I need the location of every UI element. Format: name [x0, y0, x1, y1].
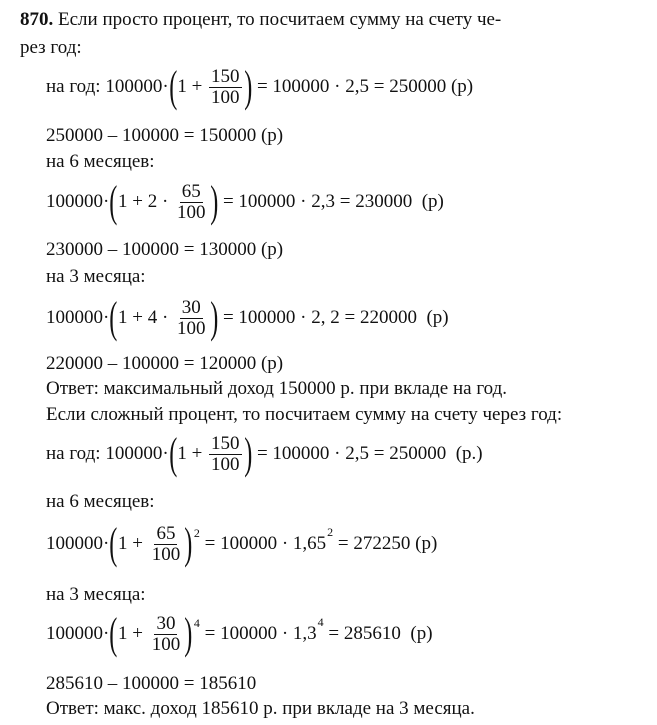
compound-m6-lhs: 100000· — [46, 533, 110, 554]
simple-year-fraction: $\frac{150}{100}$ — [211, 65, 240, 108]
compound-answer: Ответ: макс. доход 185610 р. при вкладе на 3 месяца. — [46, 698, 475, 719]
simple-m3-diff: 220000 – 100000 = 120000 (р) — [46, 353, 284, 374]
simple-year-formula — [46, 62, 474, 111]
compound-year-fraction: $\frac{150}{100}$ — [211, 432, 240, 475]
simple-m6-lhs: 100000· — [46, 191, 110, 212]
intro-text-1: Если просто процент, то посчитаем сумму на счету че- — [58, 9, 502, 30]
intro-text-2: рез год: — [20, 37, 82, 58]
compound-year-lhs: 100000· — [105, 443, 169, 464]
simple-year-diff: 250000 – 100000 = 150000 (р) — [46, 125, 284, 146]
compound-m3-rhs: = 285610 (р) — [323, 623, 433, 644]
compound-year-label: на год: — [46, 443, 101, 464]
simple-m3-lhs: 100000· — [46, 307, 110, 328]
simple-answer: Ответ: максимальный доход 150000 р. при вкладе на год. — [46, 378, 508, 399]
simple-year-rhs: = 100000 · 2,5 = 250000 (р) — [252, 76, 474, 97]
compound-m3-diff: 285610 – 100000 = 185610 — [46, 673, 257, 694]
simple-year-lhs: 100000· — [105, 76, 169, 97]
simple-m3-formula: 100000· ( 1 + 4 · $\frac{30}{100}$ ) = 100000 · 2, 2 = 220000 (р) — [46, 293, 449, 342]
simple-year-paren: ( 1 + $\frac{150}{100}$ ) — [168, 62, 252, 111]
compound-year-formula: на год: 100000· ( 1 + $\frac{150}{100}$ ) = 100000 · 2,5 = 250000 (р.) — [46, 429, 483, 478]
problem-number: 870. — [20, 9, 54, 30]
simple-year-label: на год: — [46, 76, 101, 97]
compound-m6-rhs: = 272250 (р) — [333, 533, 438, 554]
compound-year-rhs: = 100000 · 2,5 = 250000 (р.) — [252, 443, 483, 464]
compound-m6-exponent: 2 — [193, 526, 200, 540]
simple-m6-fraction: $\frac{65}{100}$ — [177, 180, 206, 223]
problem-heading — [20, 8, 501, 32]
simple-m3-label: на 3 месяца: — [46, 266, 146, 287]
simple-m6-diff: 230000 – 100000 = 130000 (р) — [46, 239, 284, 260]
compound-m3-fraction: $\frac{30}{100}$ — [151, 612, 181, 655]
compound-m6-label: на 6 месяцев: — [46, 491, 155, 512]
simple-m6-formula: 100000· ( 1 + 2 · $\frac{65}{100}$ ) = 100000 · 2,3 = 230000 (р) — [46, 177, 444, 226]
compound-m3-lhs: 100000· — [46, 623, 110, 644]
compound-m3-exponent: 4 — [193, 616, 200, 630]
simple-m3-rhs: = 100000 · 2, 2 = 220000 (р) — [218, 307, 449, 328]
simple-m6-rhs: = 100000 · 2,3 = 230000 (р) — [218, 191, 444, 212]
compound-m3-label: на 3 месяца: — [46, 584, 146, 605]
compound-m6-formula: 100000· ( 1 + $\frac{65}{100}$ ) 2 = 100000 · 1,65 2 = 272250 (р) — [46, 519, 438, 568]
simple-m6-label: на 6 месяцев: — [46, 151, 155, 172]
compound-m3-formula: 100000· ( 1 + $\frac{30}{100}$ ) 4 = 100000 · 1,3 4 = 285610 (р) — [46, 609, 433, 658]
compound-m6-fraction: $\frac{65}{100}$ — [151, 522, 181, 565]
simple-m3-fraction: $\frac{30}{100}$ — [177, 296, 206, 339]
compound-intro: Если сложный процент, то посчитаем сумму на счету через год: — [46, 404, 563, 425]
